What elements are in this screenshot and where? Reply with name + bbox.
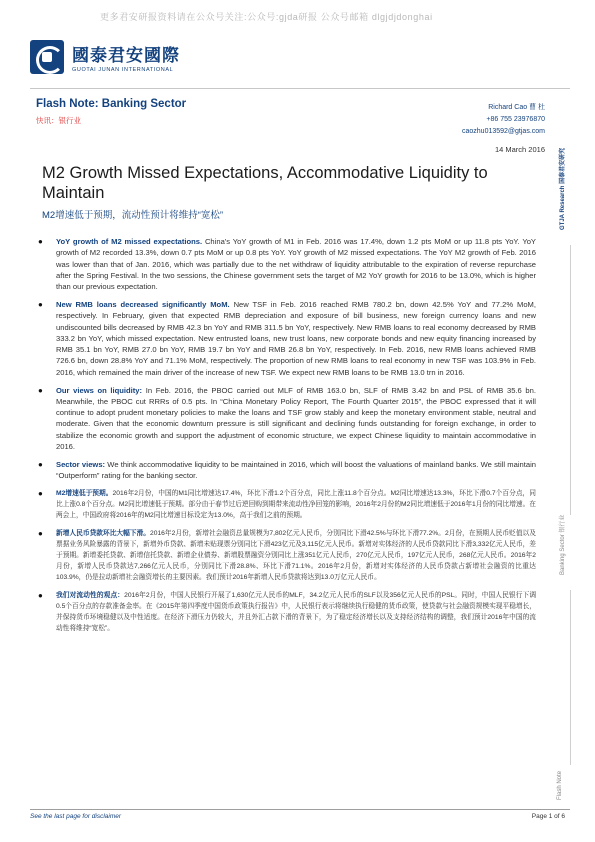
footer-divider <box>30 809 570 810</box>
analyst-info <box>462 102 545 138</box>
paragraph-lead: M2增速低于预期。 <box>56 489 113 497</box>
paragraph-liquidity <box>36 385 536 453</box>
paragraph-text: We think accommodative liquidity to be maintained in 2016, which will boost the valuations of mainland banks. We still maintain “Outperform” rating for the banking sector. <box>56 459 536 481</box>
report-title: M2 Growth Missed Expectations, Accommodative Liquidity to Maintain <box>42 164 488 202</box>
side-divider <box>570 590 571 765</box>
bullet-icon: ● <box>38 488 43 498</box>
side-research-tag: GTJA Research 国泰君安研究 <box>560 147 566 230</box>
paragraph-lead: Our views on liquidity: <box>56 385 143 395</box>
page-number: Page 1 of 6 <box>531 813 565 820</box>
paragraph-lead: 我们对流动性的观点： <box>56 591 125 599</box>
report-type-subtitle-cn: 快讯：银行业 <box>36 116 81 125</box>
paragraph-loans <box>36 299 536 378</box>
analyst-phone: +86 755 23976870 <box>486 116 545 123</box>
paragraph-lead: YoY growth of M2 missed expectations. <box>56 237 203 246</box>
paragraph-text: New TSF in Feb. 2016 reached RMB 780.2 bn, down 42.5% YoY and 77.2% MoM, respectively. In February, given that expected RMB depreciation and exposure of bill business, new foreign currency loans and new undiscounted bills decreased by RMB 42.3 bn YoY and RMB 311.5 bn YoY, respectively. New RMB loans to real economy decreased by RMB 333.2 bn YoY, which missed expectation. New entrusted loans, new trust loans, new corporate bonds and new equity financing increased by RMB 35.1 bn YoY, RMB 27.0 bn YoY, RMB 19.7 bn YoY and RMB 26.8 bn YoY, respectively. In Feb. 2016, new RMB loans achieved RMB 726.6 bn, down 28.8% YoY and 71.1% MoM, respectively. The proportion of new RMB loans to real economy in new TSF was 103.9% in Feb. 2016, which remained the main driver of the increase of new TSF. We expect new RMB loans to be RMB 13.0 trn in 2016. <box>56 299 536 377</box>
bullet-icon: ● <box>38 385 43 395</box>
paragraph-m2-cn <box>36 488 536 522</box>
paragraph-text: 2016年2月份，新增社会融资总量规模为7,802亿元人民币，分别同比下滑42.5%与环比下滑77.2%。2月份，在预期人民币贬值以及票据业务风险暴露的背景下，新增外币贷款、新增未贴现票分别同比下滑423亿元及3,115亿元人民币。新增对实体经济的人民币贷款同比下滑3,332亿元人民币，差于预期。新增委托贷款、新增信托贷款、新增企业债券、新增股票融资分别同比上涨351亿元人民币，270亿元人民币，197亿元人民币，268亿元人民币。2016年2月份，新增人民币贷款达7,266亿元人民币，分别同比下滑28.8%、环比下滑71.1%。2016年2月份，新增对实体经济的人民币贷款占新增社会融资的比重达103.9%，仍是拉动新增社会融资增长的主要因素。我们预计2016年新增人民币贷款将达到13.0万亿元人民币。 <box>56 529 536 582</box>
paragraph-text: 2016年2月份，中国的M1同比增速达17.4%，环比下滑1.2个百分点，同比上涨11.8个百分点。M2同比增速达13.3%，环比下滑0.7个百分点，同比上涨0.8个百分点。M2同比增速低于预期。部分由于春节过后逆回购到期带来流动性净回笼的影响，2016年2月份的M2同比增速低于2016年1月份的同比增速。在两会上，中国政府将2016年的M2同比增速目标设定为13.0%，高于我们之前的预期。 <box>56 489 536 520</box>
report-type-title: Flash Note: Banking Sector <box>36 98 187 110</box>
logo-name-en: GUOTAI JUNAN INTERNATIONAL <box>72 67 174 73</box>
paragraph-lead: Sector views: <box>56 459 106 469</box>
bullet-icon: ● <box>38 459 43 469</box>
company-logo <box>30 40 180 74</box>
side-divider <box>570 245 571 515</box>
paragraph-text: In Feb. 2016, the PBOC carried out MLF of RMB 163.0 bn, SLF of RMB 3.42 bn and PSL of RMB 35.6 bn. Meanwhile, the PBOC cut RRRs of 0.5 pts. In “China Monetary Policy Report, The Fourth Quarter 2015”, the PBOC expressed that it will continue to adopt prudent monetary policies to make the loans and TSF grow stably and keep the monetary environment stable, neutral and moderate. Given that the economic downturn pressure is still significant and declining funds outstanding for foreign exchange, in order to stabilize the economic growth and support the adjustment of economic structure, we expect Chinese liquidity to maintain accommodative in 2016. <box>56 385 536 452</box>
paragraph-loans-cn <box>36 528 536 584</box>
logo-name-cn: 國泰君安國際 <box>72 46 180 66</box>
report-date: 14 March 2016 <box>494 145 545 154</box>
analyst-name: Richard Cao 曹 杜 <box>488 104 545 111</box>
paragraph-m2 <box>36 236 536 292</box>
bullet-icon: ● <box>38 299 43 309</box>
report-body <box>36 236 536 640</box>
bullet-icon: ● <box>38 528 43 538</box>
disclaimer-link[interactable]: See the last page for disclaimer <box>30 813 122 820</box>
analyst-email[interactable]: caozhu013592@gtjas.com <box>462 128 545 135</box>
paragraph-lead: New RMB loans decreased significantly MoM. <box>56 299 230 309</box>
paragraph-sector-views <box>36 459 536 482</box>
side-sector-label: Banking Sector 银行业 <box>560 514 566 575</box>
report-title-cn: M2增速低于预期，流动性预计将维持“宽松” <box>42 210 224 221</box>
header-divider <box>30 88 570 89</box>
bullet-icon: ● <box>38 237 43 246</box>
bullet-icon: ● <box>38 590 43 600</box>
side-note-type-label: Flash Note <box>557 770 563 800</box>
paragraph-text: China's YoY growth of M1 in Feb. 2016 was 17.4%, down 1.2 pts MoM or up 11.8 pts YoY. YoY growth of M2 recorded 13.3%, down 0.7 pts MoM or up 0.8 pts YoY. YoY growth of M2 missed expectations. The YoY M2 growth of Feb. 2016 was lower than that of Jan. 2016, which was partially due to the net withdraw of liquidity attributable to the expiration of reverse repurchase after the Spring Festival. In the two sessions, the Chinese government sets the target of M2 YoY growth for 2016 to be 13.0%, which is higher than our previous expectation. <box>56 237 536 292</box>
paragraph-text: 2016年2月份，中国人民银行开展了1,630亿元人民币的MLF，34.2亿元人民币的SLF以及356亿元人民币的PSL。同时，中国人民银行下调0.5个百分点的存款准备金率。在《2015年第四季度中国货币政策执行报告》中，人民银行表示将继续执行稳健的货币政策，使贷款与社会融资规模实现平稳增长，并保持货币环境稳健以及中性适度。在经济下滑压力仍较大，并且外汇占款下滑的背景下，为了稳定经济增长以及支持经济结构的调整，我们预计2016年中国的流动性将维持“宽松”。 <box>56 591 537 633</box>
logo-icon <box>30 40 64 74</box>
paragraph-liquidity-cn <box>36 590 536 635</box>
watermark-text: 更多君安研报资料请在公众号关注:公众号:gjda研报 公众号邮箱 dlgjdjdonghai <box>100 12 433 22</box>
paragraph-lead: 新增人民币贷款环比大幅下滑。 <box>56 529 151 537</box>
